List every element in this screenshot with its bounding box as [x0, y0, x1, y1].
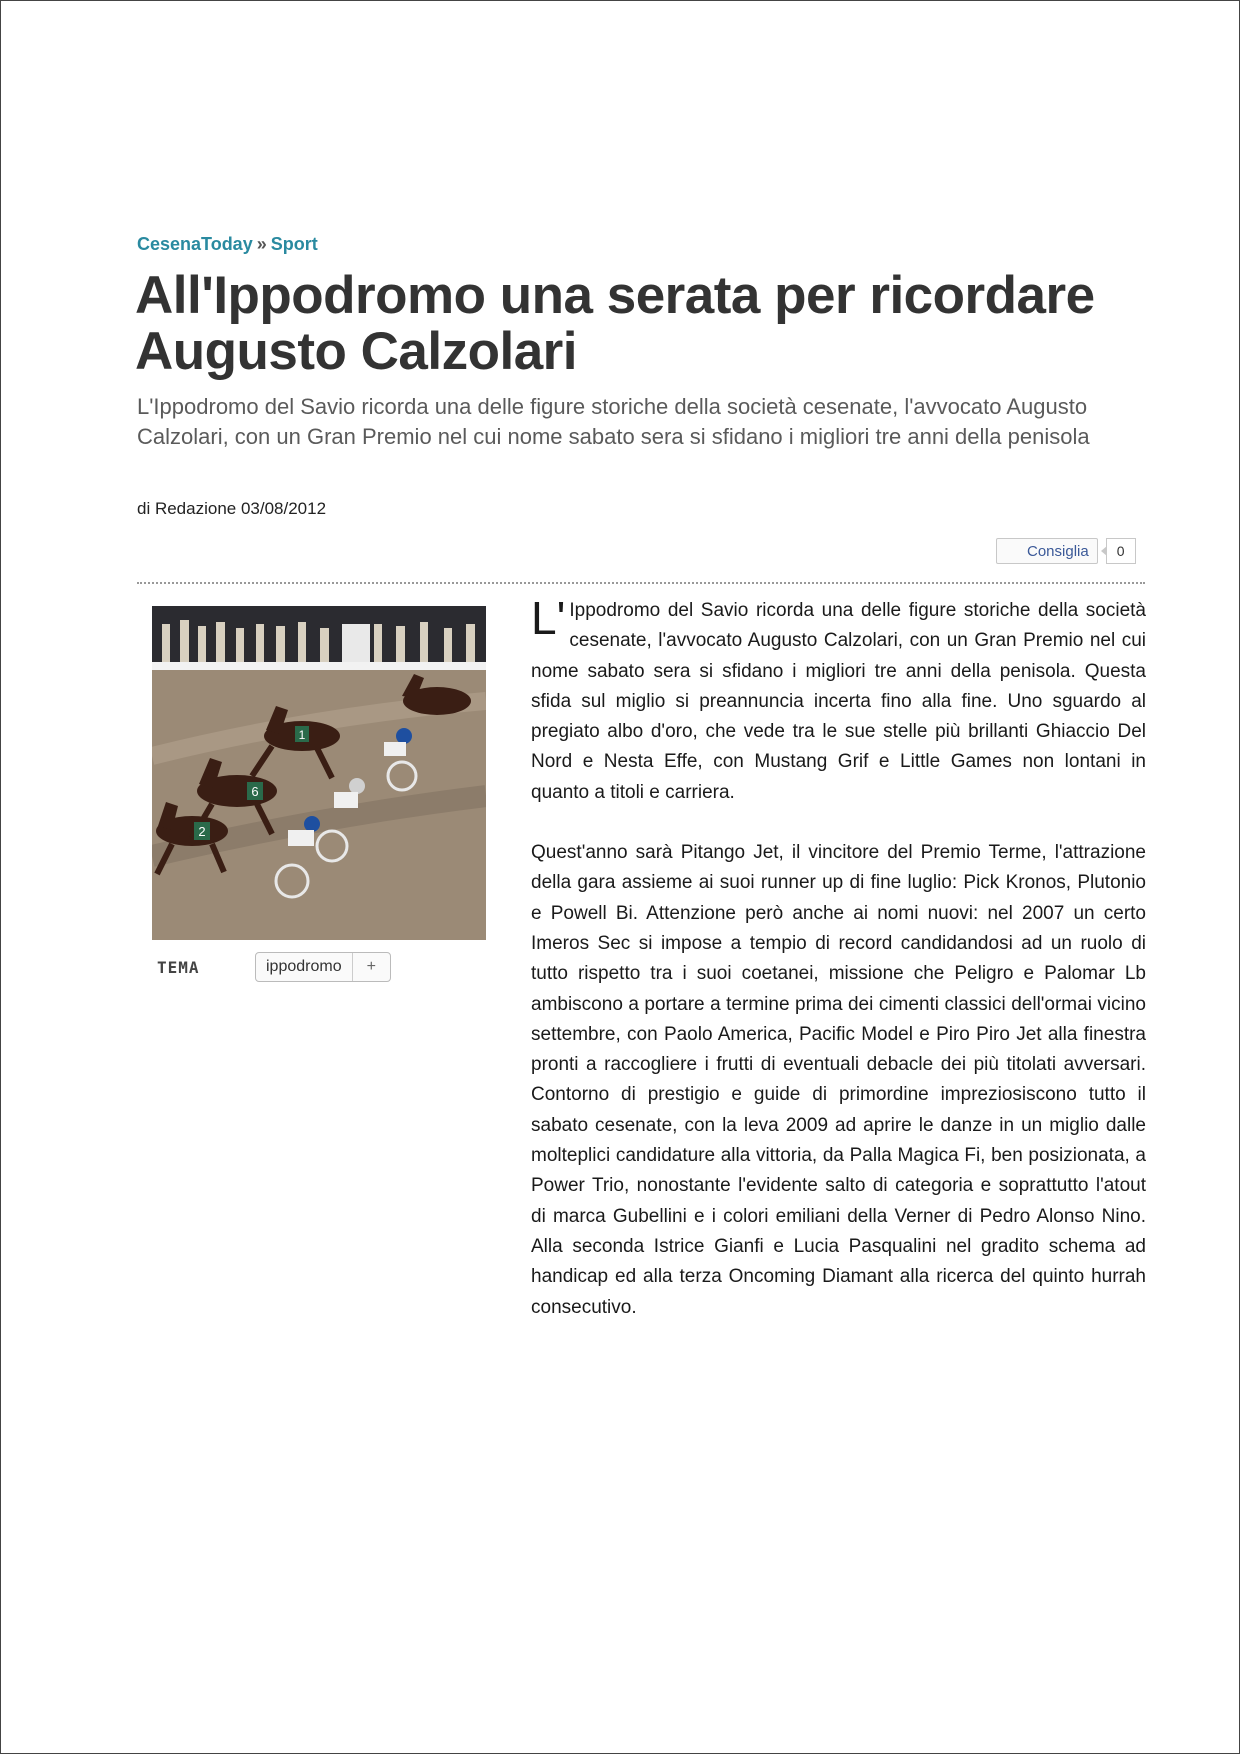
harness-racing-photo [152, 606, 486, 940]
article-paragraph-1 [531, 592, 1146, 808]
saddle-number-3: 2 [198, 824, 206, 839]
header-divider [137, 582, 1145, 584]
like-count: 0 [1106, 538, 1136, 564]
drop-cap: L' [531, 592, 566, 644]
article-paragraph-2: Quest'anno sarà Pitango Jet, il vincitore del Premio Terme, l'attrazione della gara assieme ai suoi runner up di fine luglio: Pick Kronos, Plutonio e Powell Bi. Attenzione però anche ai nomi nuovi: nel 2007 un certo Imeros Sec si impose a tempio di record candidandosi ad un ruolo di tutto rispetto tra i suoi coetanei, missione che Peligro e Palomar Lb ambiscono a portare a termine prima dei cimenti classici dell'ormai vicino settembre, con Paolo America, Pacific Model e Piro Piro Jet alla finestra pronti a raccogliere i frutti di eventuali debacle dei più titolati avversari. Contorno di prestigio e guide di primordine impreziosiscono tutto il sabato cesenate, con la leva 2009 ad aprire le danze in un miglio dalle molteplici candidature alla vittoria, da Palla Magica Fi, ben posizionata, a Power Trio, nonostante l'evidente salto di categoria e soprattutto l'atout di marca Gubellini e i colori emiliani della Verner di Pedro Alonso Nino. Alla seconda Istrice Gianfi e Lucia Pasqualini nel gradito schema ad handicap ed alla terza Oncoming Diamant alla ricerca del quinto hurrah consecutivo. [531, 842, 1146, 1318]
saddle-number-2: 6 [251, 784, 259, 799]
tag-pill [255, 952, 391, 982]
tag-label: TEMA [157, 957, 200, 977]
like-widget [996, 537, 1136, 565]
tag-row [157, 951, 391, 983]
breadcrumb [137, 234, 318, 255]
tag-link-ippodromo[interactable]: ippodromo [266, 958, 342, 975]
photo-rail [152, 662, 486, 670]
article-paragraph-1-text: Ippodromo del Savio ricorda una delle figure storiche della società cesenate, l'avvocato Augusto Calzolari, con un Gran Premio nel cui nome sabato sera si sfidano i migliori tre anni della penisola. Questa sfida sul miglio si preannuncia incerta fino alla fine. Uno sguardo al pregiato albo d'oro, che vede tra le sue stelle più brillanti Ghiaccio Del Nord e Nesta Effe, con Mustang Grif e Little Games non lontani in quanto a titoli e carriera. [531, 600, 1146, 803]
article-photo [152, 606, 486, 940]
article-subtitle: L'Ippodromo del Savio ricorda una delle figure storiche della società cesenate, l'avvocato Augusto Calzolari, con un Gran Premio nel cui nome sabato sera si sfidano i migliori tre anni della penisola [137, 394, 1090, 449]
breadcrumb-site-link[interactable]: CesenaToday [137, 234, 253, 254]
photo-sign [342, 624, 370, 662]
tag-add-button[interactable]: + [352, 953, 390, 981]
article-body [531, 592, 1146, 1353]
like-button[interactable]: Consiglia [996, 538, 1098, 564]
breadcrumb-separator: » [256, 234, 267, 254]
saddle-number-1: 1 [298, 728, 306, 742]
article-title: All'Ippodromo una serata per ricordare Augusto Calzolari [135, 266, 1095, 381]
breadcrumb-section-link[interactable]: Sport [270, 234, 318, 254]
article-byline: di Redazione 03/08/2012 [137, 499, 327, 518]
